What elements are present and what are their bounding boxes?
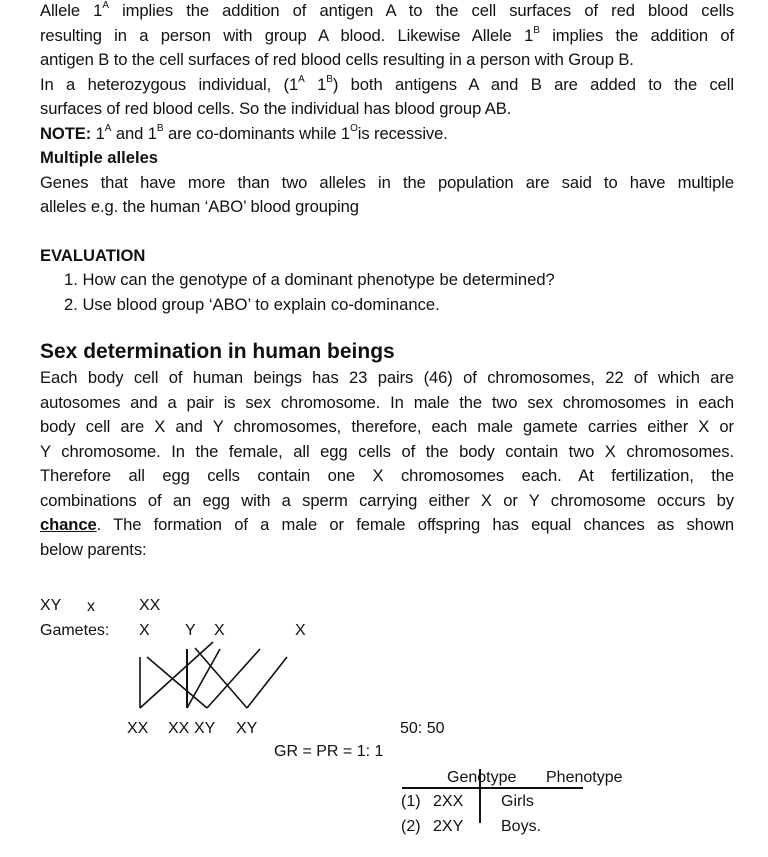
multiple-alleles-heading: Multiple alleles — [40, 148, 159, 167]
text: implies the addition of antigen A to the cell surfaces of red blood cells — [108, 1, 734, 20]
sex-determination-paragraph — [40, 366, 734, 562]
cross-line — [207, 649, 260, 708]
sex-determination-heading: Sex determination in human beings — [40, 340, 395, 363]
table-row-num: (2) — [401, 818, 421, 835]
superscript: B — [533, 24, 540, 36]
multiple-alleles-paragraph — [40, 171, 734, 220]
note-line — [40, 122, 734, 147]
text: 1 — [304, 74, 327, 94]
cross-line — [187, 649, 220, 708]
table-header-genotype: Genotype — [447, 769, 517, 786]
offspring: XX — [127, 720, 149, 737]
text: Allele 1 — [40, 1, 103, 20]
text: is recessive. — [357, 123, 448, 143]
evaluation-item: 1. How can the genotype of a dominant phenotype be determined? — [64, 270, 555, 289]
ratio-formula: GR = PR = 1: 1 — [274, 743, 384, 760]
text: resulting in a person with group A blood. Likewise Allele 1 — [40, 25, 534, 45]
gametes-label: Gametes: — [40, 622, 110, 639]
gamete: X — [139, 622, 150, 639]
multiple-alleles-line-1: Genes that have more than two alleles in the population are said to have multiple — [40, 172, 734, 192]
superscript: O — [350, 122, 358, 134]
gamete: X — [295, 622, 306, 639]
table-header-phenotype: Phenotype — [546, 769, 623, 786]
note-label: NOTE: — [40, 123, 92, 143]
sd-line — [40, 513, 734, 538]
evaluation-item: 2. Use blood group ‘ABO’ to explain co-dominance. — [64, 294, 440, 314]
superscript: A — [104, 122, 112, 134]
text: and 1 — [111, 123, 157, 143]
ratio-percent: 50: 50 — [400, 720, 445, 737]
cross-line — [140, 642, 213, 708]
table-row-phenotype: Girls — [501, 793, 534, 810]
sd-line: Each body cell of human beings has 23 pairs (46) of chromosomes, 22 of which are — [40, 368, 734, 387]
sd-line: below parents: — [40, 539, 147, 559]
multiple-alleles-line-2: alleles e.g. the human ‘ABO’ blood grouping — [40, 197, 359, 216]
offspring: XY — [194, 720, 216, 737]
sd-line: combinations of an egg with a sperm carrying either X or Y chromosome occurs by — [40, 490, 734, 510]
parent-male: XY — [40, 597, 62, 614]
cross-line — [147, 657, 207, 708]
offspring: XX — [168, 720, 190, 737]
intro-line-4 — [40, 73, 734, 98]
evaluation-list — [40, 268, 734, 317]
chance-emphasis: chance — [40, 515, 97, 534]
sd-line: body cell are X and Y chromosomes, therefore, each male gamete carries either X or — [40, 417, 734, 436]
superscript: B — [156, 122, 164, 134]
intro-line-2 — [40, 24, 734, 49]
text: are co-dominants while 1 — [163, 123, 351, 143]
offspring: XY — [236, 720, 258, 737]
superscript: A — [102, 0, 109, 12]
text: . The formation of a male or female offspring has equal chances as shown — [96, 515, 734, 534]
table-row-phenotype: Boys. — [501, 818, 542, 835]
intro-paragraph — [40, 0, 734, 122]
cross-sign: x — [87, 598, 95, 615]
superscript: B — [326, 73, 333, 85]
text: In a heterozygous individual, (1 — [40, 74, 299, 94]
evaluation-heading: EVALUATION — [40, 245, 146, 265]
sd-line: Y chromosome. In the female, all egg cells of the body contain two X chromosomes. — [40, 441, 734, 461]
sd-line: Therefore all egg cells contain one X chromosomes each. At fertilization, the — [40, 466, 734, 485]
text: ) both antigens A and B are added to the cell — [332, 74, 734, 94]
parent-female: XX — [139, 597, 161, 614]
sd-line: autosomes and a pair is sex chromosome. In male the two sex chromosomes in each — [40, 392, 734, 412]
table-row-num: (1) — [401, 793, 421, 810]
intro-line-1 — [40, 0, 734, 24]
cross-lines — [140, 642, 287, 708]
gamete: Y — [185, 622, 196, 639]
text: 1 — [91, 123, 105, 143]
table-row-genotype: 2XY — [433, 818, 464, 835]
cross-line — [247, 657, 287, 708]
document-page — [40, 0, 734, 562]
gamete: X — [214, 622, 225, 639]
text: implies the addition of — [539, 25, 734, 45]
table-row-genotype: 2XX — [433, 793, 464, 810]
intro-line-3: antigen B to the cell surfaces of red blood cells resulting in a person with Group B. — [40, 50, 634, 69]
cross-line — [195, 648, 247, 708]
intro-line-5: surfaces of red blood cells. So the individual has blood group AB. — [40, 99, 512, 118]
superscript: A — [298, 73, 305, 85]
